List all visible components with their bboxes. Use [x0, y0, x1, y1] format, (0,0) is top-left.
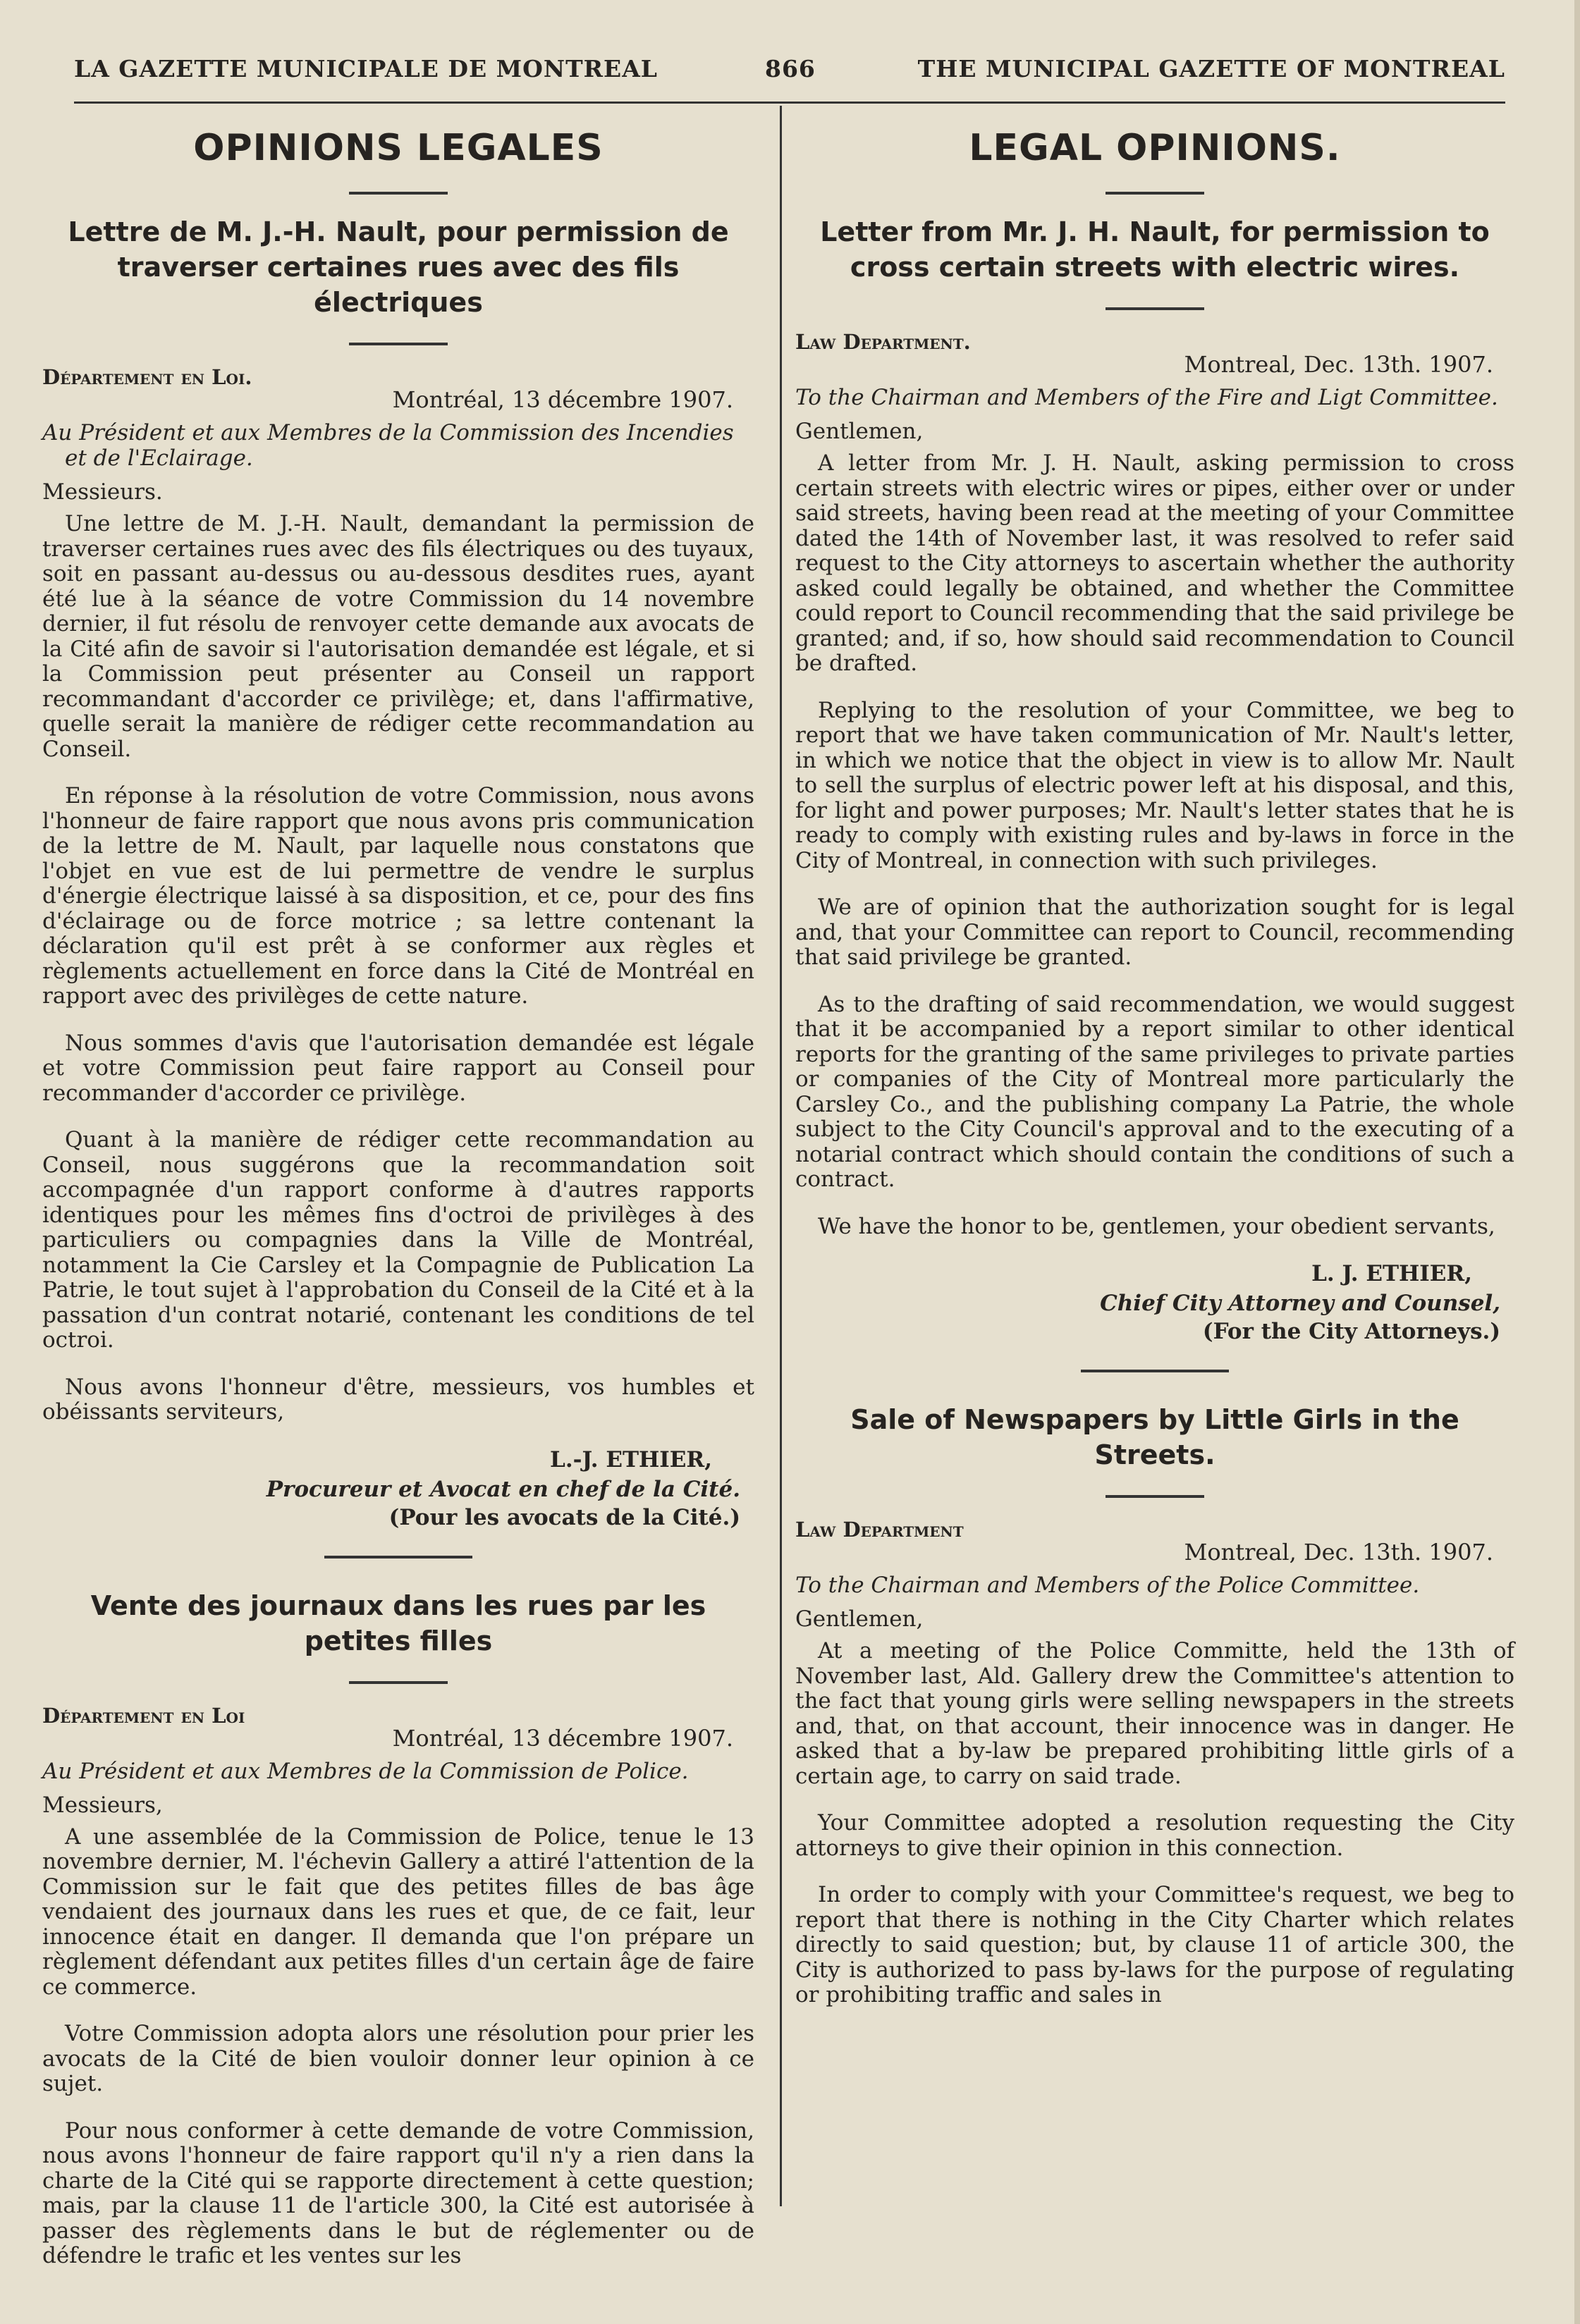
paragraph: We are of opinion that the authorization sought for is legal and, that your Committee can report to Council, recommending that said privilege be granted.	[795, 894, 1514, 970]
paragraph: A letter from Mr. J. H. Nault, asking permission to cross certain streets with electric wires or pipes, either over or under said streets, having been read at the meeting of your Committee dated the 14th of November last, it was resolved to refer said request to the City attorneys to ascertain whether the authority asked could legally be obtained, and whether the Committee could report to Council recommending that the said privilege be granted; and, if so, how should said recommendation to Council be drafted.	[795, 450, 1514, 676]
addressee: To the Chairman and Members of the Fire and Ligt Committee.	[795, 385, 1498, 410]
section-separator	[324, 1556, 472, 1558]
column-divider	[780, 106, 782, 2206]
department-line: Département en Loi.	[42, 365, 252, 389]
paragraph: Pour nous conformer à cette demande de votre Commission, nous avons l'honneur de faire rapport qu'il n'y a rien dans la charte de la Cité qui se rapporte directement à cette question; mais, par la clause 11 de l'article 300, la Cité est autorisée à passer des règlements dans le but de réglementer ou de défendre le trafic et les ventes sur les	[42, 2117, 754, 2268]
paragraph: Replying to the resolution of your Committee, we beg to report that we have taken communication of Mr. Nault's letter, in which we notice that the object in view is to allow Mr. Nault to sell the surplus of electric power left at his disposal, and this, for light and power purposes; Mr. Nault's letter states that he is ready to comply with existing rules and by-laws in force in the City of Montreal, in connection with such privileges.	[795, 697, 1514, 873]
department-line: Département en Loi	[42, 1703, 245, 1728]
signatory-name: L.-J. ETHIER,	[550, 1446, 712, 1473]
title-rule	[349, 192, 448, 195]
heading-rule	[349, 1681, 448, 1684]
french-column	[42, 118, 754, 2291]
paragraph: Your Committee adopted a resolution requesting the City attorneys to give their opinion in this connection.	[795, 1810, 1514, 1861]
heading-rule	[349, 343, 448, 345]
signatory-name: L. J. ETHIER,	[1311, 1261, 1472, 1286]
paragraph: Votre Commission adopta alors une résolution pour prier les avocats de la Cité de bien vouloir donner leur opinion à ce sujet.	[42, 2021, 754, 2096]
paragraph: Quant à la manière de rédiger cette recommandation au Conseil, nous suggérons que la recommandation soit accompagnée d'un rapport conforme à d'autres rapports identiques pour les mêmes fins d'octroi de privilèges à des particuliers ou compagnies dans la Ville de Montréal, notamment la Cie Carsley et la Compagnie de Publication La Patrie, le tout sujet à l'approbation du Conseil de la Cité et à la passation d'un contrat notarié, contenant les conditions de tel octroi.	[42, 1127, 754, 1353]
paragraph: At a meeting of the Police Committe, held the 13th of November last, Ald. Gallery drew the Committee's attention to the fact that young girls were selling newspapers in the streets and, that, on that account, their innocence was in danger. He asked that a by-law be prepared prohibiting little girls of a certain age, to carry on said trade.	[795, 1638, 1514, 1789]
paragraph: En réponse à la résolution de votre Commission, nous avons l'honneur de faire rapport que nous avons pris communication de la lettre de M. Nault, par laquelle nous constatons que l'objet en vue est de lui permettre de vendre le surplus d'énergie électrique laissé à sa disposition, et ce, pour des fins d'éclairage ou de force motrice ; sa lettre contenant la déclaration qu'il est prêt à se conformer aux règles et règlements actuellement en force dans la Cité de Montréal en rapport avec des privilèges de cette nature.	[42, 783, 754, 1009]
department-line: Law Department	[795, 1518, 964, 1542]
department-line: Law Department.	[795, 330, 971, 354]
paragraph: Une lettre de M. J.-H. Nault, demandant la permission de traverser certaines rues avec des fils électriques ou des tuyaux, soit en passant au-dessus ou au-dessous desdites rues, ayant été lue à la séance de votre Commission du 14 novembre dernier, il fut résolu de renvoyer cette demande aux avocats de la Cité afin de savoir si l'autorisation demandée est légale, et si la Commission peut présenter au Conseil un rapport recommandant d'accorder ce privilège; et, dans l'affirmative, quelle serait la manière de rédiger cette recommandation au Conseil.	[42, 511, 754, 762]
paragraph: As to the drafting of said recommendation, we would suggest that it be accompanied by a report similar to other identical reports for the granting of the same privileges to private parties or companies of the City of Montreal more particularly the Carsley Co., and the publishing company La Patrie, the whole subject to the City Council's approval and to the executing of a notarial contract which should contain the conditions of such a contract.	[795, 991, 1514, 1192]
dateline: Montréal, 13 décembre 1907.	[392, 1724, 733, 1752]
salutation: Gentlemen,	[795, 1606, 924, 1632]
header-rule	[74, 102, 1505, 104]
article-heading: Vente des journaux dans les rues par les petites filles	[90, 1590, 706, 1656]
paragraph: A une assemblée de la Commission de Police, tenue le 13 novembre dernier, M. l'échevin Gallery a attiré l'attention de la Commission sur le fait que des petites filles de bas âge vendaient des journaux dans les rues et que, de ce fait, leur innocence était en danger. Il demanda que l'on prépare un règlement défendant aux petites filles d'un certain âge de faire ce commerce.	[42, 1824, 754, 2000]
section-separator	[1081, 1370, 1229, 1372]
french-section-title: OPINIONS LEGALES	[193, 127, 604, 169]
addressee: Au Président et aux Membres de la Commission des Incendies et de l'Eclairage.	[42, 420, 734, 471]
salutation: Messieurs,	[42, 1792, 163, 1818]
salutation: Messieurs.	[42, 479, 163, 505]
article-heading: Letter from Mr. J. H. Nault, for permission to cross certain streets with electric wires.	[820, 216, 1490, 283]
running-header	[74, 55, 1505, 90]
page-edge	[1574, 0, 1580, 2324]
english-column	[795, 118, 1514, 2030]
paragraph: Nous avons l'honneur d'être, messieurs, vos humbles et obéissants serviteurs,	[42, 1374, 754, 1425]
title-rule	[1106, 192, 1204, 195]
signatory-subtitle: (For the City Attorneys.)	[1202, 1319, 1500, 1344]
heading-rule	[1106, 307, 1204, 310]
signatory-title: Procureur et Avocat en chef de la Cité.	[266, 1476, 740, 1502]
dateline: Montréal, 13 décembre 1907.	[392, 386, 733, 413]
dateline: Montreal, Dec. 13th. 1907.	[1184, 351, 1493, 378]
paragraph: Nous sommes d'avis que l'autorisation demandée est légale et votre Commission peut faire rapport au Conseil pour recommander d'accorder ce privilège.	[42, 1030, 754, 1106]
article-heading: Lettre de M. J.-H. Nault, pour permission de traverser certaines rues avec des fils électriques	[68, 216, 729, 318]
header-english-title: THE MUNICIPAL GAZETTE OF MONTREAL	[917, 55, 1505, 82]
page-number: 866	[765, 55, 816, 82]
english-section-title: LEGAL OPINIONS.	[969, 127, 1341, 169]
heading-rule	[1106, 1495, 1204, 1498]
signatory-subtitle: (Pour les avocats de la Cité.)	[388, 1504, 740, 1530]
addressee: Au Président et aux Membres de la Commission de Police.	[42, 1758, 689, 1784]
signatory-title: Chief City Attorney and Counsel,	[1100, 1291, 1500, 1316]
dateline: Montreal, Dec. 13th. 1907.	[1184, 1539, 1493, 1566]
paragraph: In order to comply with your Committee's request, we beg to report that there is nothing in the City Charter which relates directly to said question; but, by clause 11 of article 300, the City is authorized to pass by-laws for the purpose of regulating or prohibiting traffic and sales in	[795, 1882, 1514, 2008]
paragraph: We have the honor to be, gentlemen, your obedient servants,	[818, 1213, 1495, 1239]
addressee: To the Chairman and Members of the Police Committee.	[795, 1573, 1420, 1598]
article-heading: Sale of Newspapers by Little Girls in the Streets.	[850, 1404, 1459, 1470]
header-french-title: LA GAZETTE MUNICIPALE DE MONTREAL	[74, 55, 659, 82]
salutation: Gentlemen,	[795, 419, 924, 444]
